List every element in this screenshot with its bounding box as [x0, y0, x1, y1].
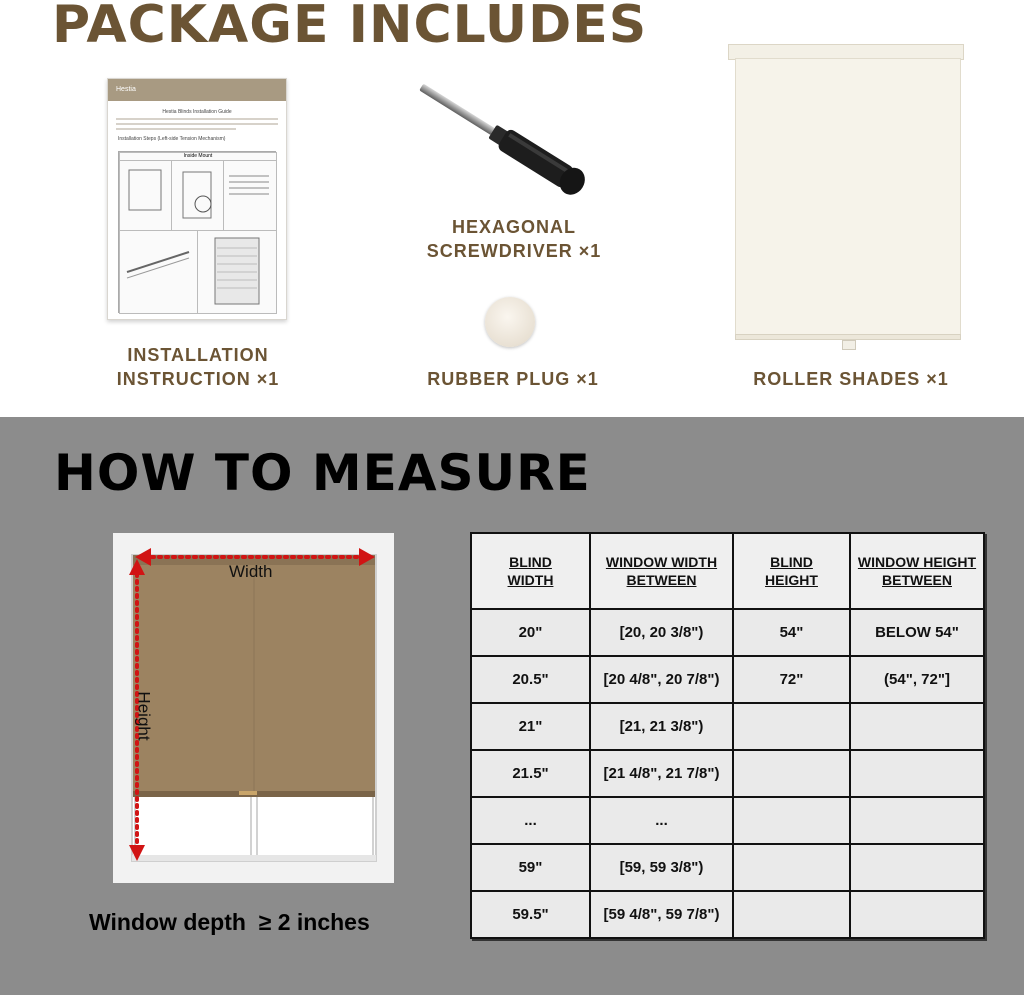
header-blind-height: BLIND HEIGHT [733, 533, 850, 609]
table-cell [733, 844, 850, 891]
screwdriver-caption [416, 215, 612, 263]
width-label: Width [229, 562, 273, 581]
table-cell: 59.5" [471, 891, 590, 938]
table-cell: (54", 72"] [850, 656, 984, 703]
table-cell: [21, 21 3/8") [590, 703, 733, 750]
table-cell [850, 797, 984, 844]
shade-caption: ROLLER SHADES ×1 [753, 369, 949, 389]
size-table [470, 532, 985, 939]
measure-title: HOW TO MEASURE [54, 444, 591, 502]
height-label: Height [134, 691, 154, 741]
table-row [471, 656, 984, 703]
table-header-row [471, 533, 984, 609]
table-cell: 20.5" [471, 656, 590, 703]
header-window-height: WINDOW HEIGHT BETWEEN [850, 533, 984, 609]
table-cell: 72" [733, 656, 850, 703]
table-cell: ... [471, 797, 590, 844]
manual-diagram [118, 151, 276, 313]
table-row [471, 703, 984, 750]
table-cell: 54" [733, 609, 850, 656]
shade-pull-tab [842, 340, 856, 350]
table-cell: 21.5" [471, 750, 590, 797]
table-row [471, 797, 984, 844]
table-cell [733, 797, 850, 844]
roller-shade-image [735, 58, 961, 340]
screwdriver-icon [413, 78, 623, 208]
table-row [471, 891, 984, 938]
table-cell [850, 844, 984, 891]
manual-step: Inside Mount [119, 152, 277, 162]
rubber-plug-image [485, 297, 535, 347]
table-cell: BELOW 54" [850, 609, 984, 656]
instruction-caption-line2: INSTRUCTION ×1 [116, 369, 280, 389]
measure-section [0, 417, 1024, 995]
instruction-caption-line1: INSTALLATION [127, 345, 269, 365]
manual-section: Installation Steps (Left-side Tension Mechanism) [118, 136, 226, 142]
instruction-caption [108, 343, 288, 391]
header-window-width: WINDOW WIDTH BETWEEN [590, 533, 733, 609]
header-blind-width: BLIND WIDTH [471, 533, 590, 609]
table-cell [733, 750, 850, 797]
table-cell: 59" [471, 844, 590, 891]
table-cell [850, 703, 984, 750]
table-cell [733, 703, 850, 750]
package-section [0, 0, 1024, 417]
table-cell: [20 4/8", 20 7/8") [590, 656, 733, 703]
table-cell [850, 750, 984, 797]
table-cell: [20, 20 3/8") [590, 609, 733, 656]
table-cell: [21 4/8", 21 7/8") [590, 750, 733, 797]
table-row [471, 844, 984, 891]
window-depth-note: Window depth ≥ 2 inches [89, 909, 370, 935]
plug-caption: RUBBER PLUG ×1 [427, 369, 599, 389]
screwdriver-caption-line2: SCREWDRIVER ×1 [426, 241, 602, 261]
table-cell: ... [590, 797, 733, 844]
table-cell: 21" [471, 703, 590, 750]
window-measure-illustration [113, 533, 394, 883]
package-title: PACKAGE INCLUDES [52, 0, 648, 55]
table-cell: 20" [471, 609, 590, 656]
manual-brand: Hestia [108, 79, 286, 101]
table-cell [733, 891, 850, 938]
table-row [471, 609, 984, 656]
screwdriver-caption-line1: HEXAGONAL [451, 217, 576, 237]
table-cell: [59 4/8", 59 7/8") [590, 891, 733, 938]
table-cell [850, 891, 984, 938]
table-cell: [59, 59 3/8") [590, 844, 733, 891]
table-row [471, 750, 984, 797]
installation-manual-image [107, 78, 287, 320]
manual-heading: Hestia Blinds Installation Guide [162, 109, 232, 115]
